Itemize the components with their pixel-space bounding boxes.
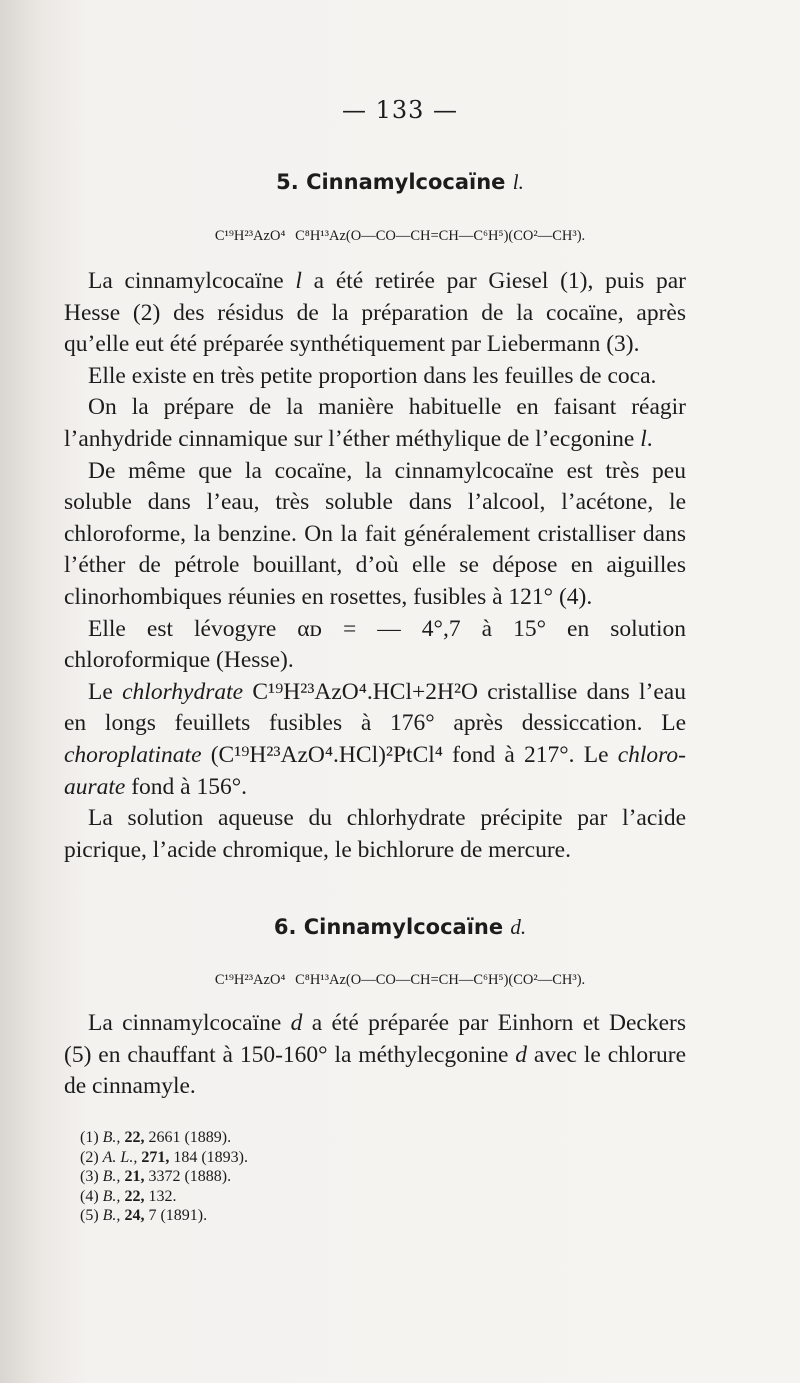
footnote-number: (5) bbox=[80, 1207, 99, 1224]
footnote-source: A. L., bbox=[102, 1148, 138, 1166]
footnote-volume: 22, bbox=[124, 1187, 145, 1205]
paragraph: Elle est lévogyre αᴅ = — 4°,7 à 15° en solution chloroformique (Hesse). bbox=[64, 615, 686, 674]
paragraph: On la prépare de la manière habituelle en faisant réagir l’anhydride cinnamique sur l’éther méthylique de l’ecgonine l. bbox=[64, 394, 686, 452]
footnote-page: 7 (1891). bbox=[148, 1207, 208, 1224]
footnote-number: (4) bbox=[80, 1187, 99, 1205]
chemical-formula: C¹⁹H²³AzO⁴ C⁸H¹³Az(O—CO—CH=CH—C⁶H⁵)(CO²—CH³). bbox=[214, 972, 586, 988]
paragraph: La cinnamylcocaïne d a été préparée par Einhorn et Deckers (5) en chauffant à 150-160° la méthylecgonine d avec le chlorure de cinnamyle. bbox=[64, 1010, 687, 1100]
heading-text: 6. Cinnamylcocaïne bbox=[273, 915, 504, 939]
footnote bbox=[80, 1148, 248, 1168]
heading-suffix: d. bbox=[510, 915, 527, 939]
footnote-volume: 24, bbox=[124, 1207, 145, 1224]
page-number: — 133 — bbox=[341, 96, 459, 124]
footnote-volume: 271, bbox=[141, 1148, 170, 1166]
footnote-source: B., bbox=[102, 1129, 121, 1146]
paragraph: La solution aqueuse du chlorhydrate précipite par l’acide picrique, l’acide chromique, le bichlorure de mercure. bbox=[64, 805, 686, 863]
footnote-source: B., bbox=[102, 1207, 121, 1224]
footnote-volume: 21, bbox=[124, 1168, 145, 1185]
footnote-source: B., bbox=[102, 1168, 121, 1185]
footnote bbox=[80, 1187, 248, 1207]
footnotes bbox=[80, 1128, 248, 1226]
heading-text: 5. Cinnamylcocaïne bbox=[276, 170, 506, 194]
footnote-number: (2) bbox=[80, 1148, 99, 1166]
footnote-number: (1) bbox=[80, 1129, 99, 1146]
footnote-source: B., bbox=[102, 1187, 121, 1205]
paragraph: Elle existe en très petite proportion dans les feuilles de coca. bbox=[88, 362, 657, 389]
footnote bbox=[80, 1206, 248, 1226]
section-heading-cinnamylcocaine-l bbox=[0, 170, 800, 195]
heading-suffix: l. bbox=[512, 170, 524, 194]
paragraph: La cinnamylcocaïne l a été retirée par Giesel (1), puis par Hesse (2) des résidus de la préparation de la cocaïne, après qu’elle eut été préparée synthétiquement par Liebermann (3). bbox=[64, 268, 686, 358]
footnote bbox=[80, 1167, 248, 1187]
paragraph: De même que la cocaïne, la cinnamylcocaïne est très peu soluble dans l’eau, très soluble dans l’alcool, l’acétone, le chloroforme, la benzine. On la fait généralement cristalliser dans l’éther de pétrole bouillant, d’où elle se dépose en aiguilles clinorhombiques réunies en rosettes, fusibles à 121° (4). bbox=[64, 457, 686, 610]
paragraph: Le chlorhydrate C¹⁹H²³AzO⁴.HCl+2H²O cristallise dans l’eau en longs feuillets fusibles à 176° après dessiccation. Le choroplatinate (C¹⁹H²³AzO⁴.HCl)²PtCl⁴ fond à 217°. Le chloro-aurate fond à 156°. bbox=[64, 678, 686, 800]
chemical-formula: C¹⁹H²³AzO⁴ C⁸H¹³Az(O—CO—CH=CH—C⁶H⁵)(CO²—CH³). bbox=[214, 228, 586, 244]
section-heading-cinnamylcocaine-d bbox=[0, 915, 800, 940]
section1-body bbox=[64, 266, 686, 866]
footnote-page: 2661 (1889). bbox=[148, 1129, 232, 1146]
footnote-page: 132. bbox=[148, 1187, 177, 1205]
footnote-number: (3) bbox=[80, 1168, 99, 1185]
section2-body bbox=[64, 1008, 686, 1103]
footnote bbox=[80, 1128, 248, 1148]
footnote-page: 3372 (1888). bbox=[148, 1168, 232, 1185]
footnote-page: 184 (1893). bbox=[173, 1148, 248, 1166]
footnote-volume: 22, bbox=[124, 1129, 145, 1146]
